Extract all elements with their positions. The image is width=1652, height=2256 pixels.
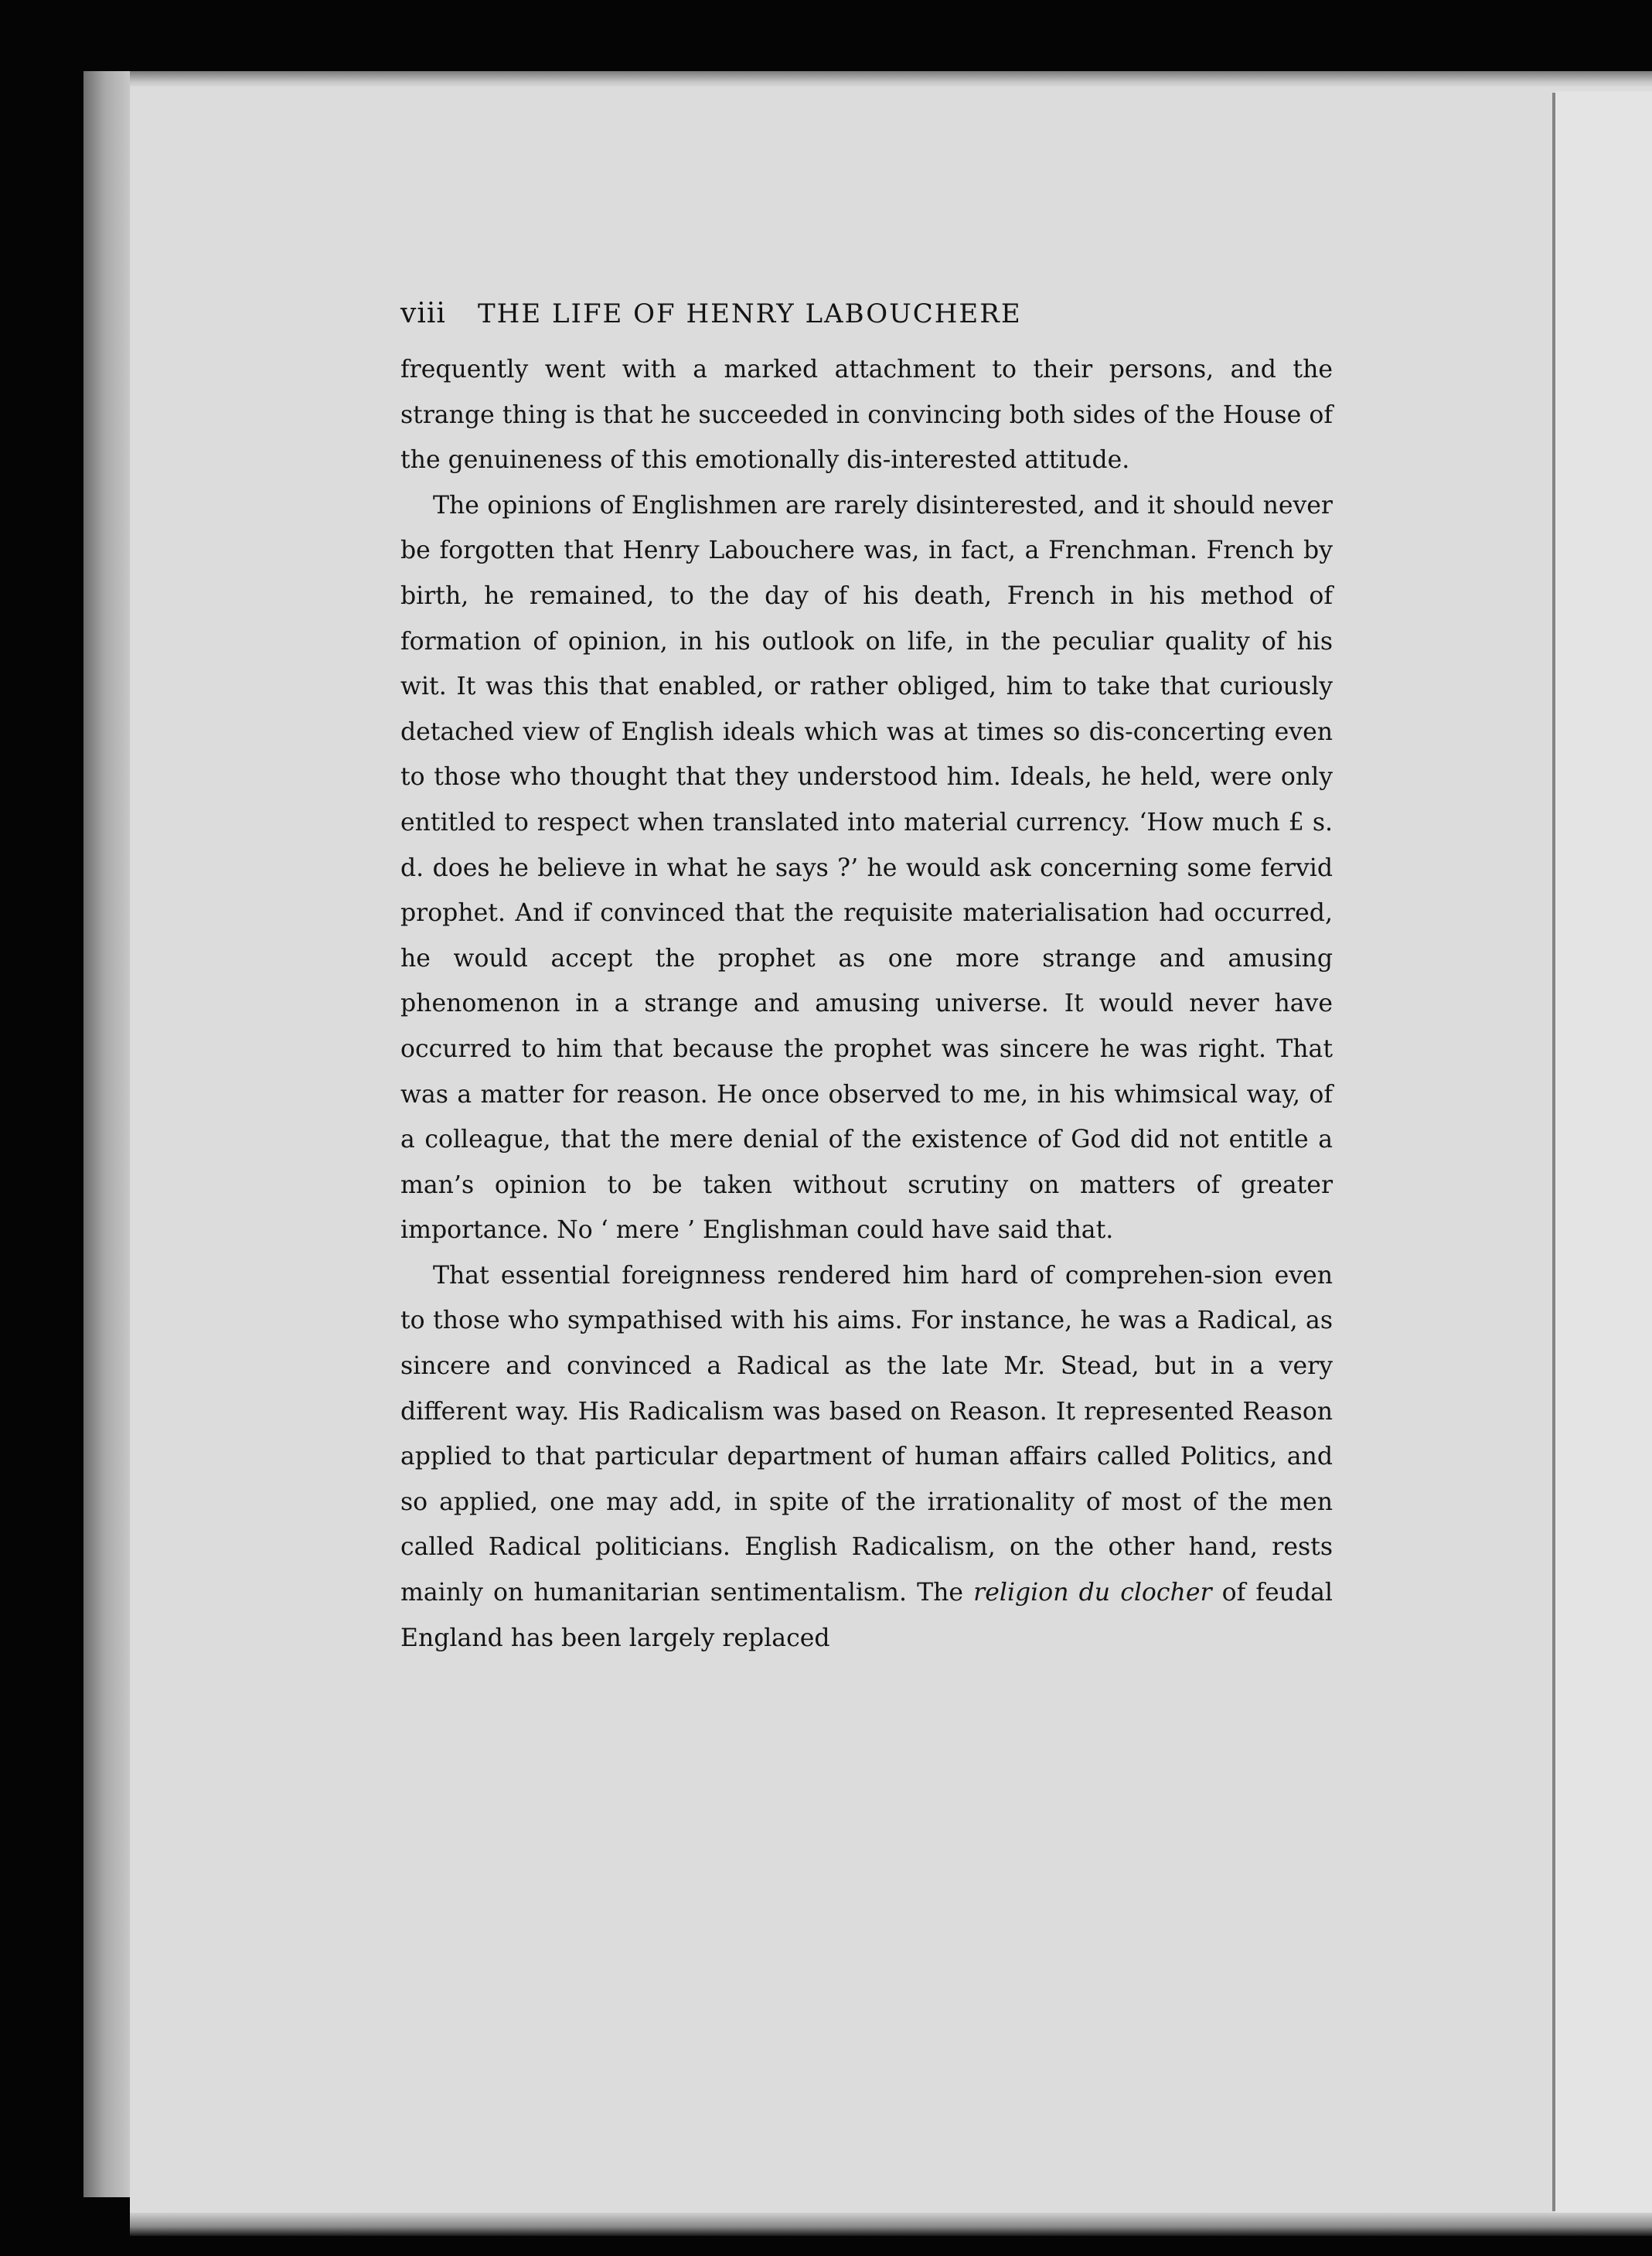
- facing-page-edge: [1555, 91, 1652, 2217]
- paragraph-3-text-start: That essential foreignness rendered him hard of comprehen-sion even to those who sympathised with his aims. For instance, he was a Radical, as sincere and convinced a Radical as the late Mr. Stead, but in a very different way. His Radicalism was based on Reason. It represented Reason applied to that particular department of human affairs called Politics, and so applied, one may add, in spite of the irrationality of most of the men called Radical politicians. English Radicalism, on the other hand, rests mainly on humanitarian sentimentalism. The: [400, 1261, 1333, 1607]
- paragraph-3-text-end: of feudal England has been largely replaced: [400, 1579, 1333, 1652]
- body-text: [400, 347, 1333, 1661]
- book-title: THE LIFE OF HENRY LABOUCHERE: [478, 298, 1022, 329]
- paragraph-1: frequently went with a marked attachment to their persons, and the strange thing is that he succeeded in convincing both sides of the House of the genuineness of this emotionally dis-interested attitude.: [400, 356, 1333, 475]
- paragraph-2: The opinions of Englishmen are rarely disinterested, and it should never be forgotten that Henry Labouchere was, in fact, a Frenchman. French by birth, he remained, to the day of his death, French in his method of formation of opinion, in his outlook on life, in the peculiar quality of his wit. It was this that enabled, or rather obliged, him to take that curiously detached view of English ideals which was at times so dis-concerting even to those who thought that they understood him. Ideals, he held, were only entitled to respect when translated into material currency. ‘How much £ s. d. does he believe in what he says ?’ he would ask concerning some fervid prophet. And if convinced that the requisite materialisation had occurred, he would accept the prophet as one more strange and amusing phenomenon in a strange and amusing universe. It would never have occurred to him that because the prophet was sincere he was right. That was a matter for reason. He once observed to me, in his whimsical way, of a colleague, that the mere denial of the existence of God did not entitle a man’s opinion to be taken without scrutiny on matters of greater importance. No ‘ mere ’ Englishman could have said that.: [400, 491, 1333, 1245]
- page-bottom-edge: [130, 2213, 1652, 2236]
- italic-phrase: religion du clocher: [973, 1579, 1212, 1607]
- book-spine-edge: [83, 71, 131, 2197]
- page-top-edge: [130, 71, 1652, 87]
- page-fold-line: [1552, 93, 1555, 2211]
- page-text: [400, 298, 1333, 1661]
- running-head: [400, 298, 1333, 347]
- paragraph-3: [400, 1253, 1333, 1661]
- page-number: viii: [400, 298, 446, 329]
